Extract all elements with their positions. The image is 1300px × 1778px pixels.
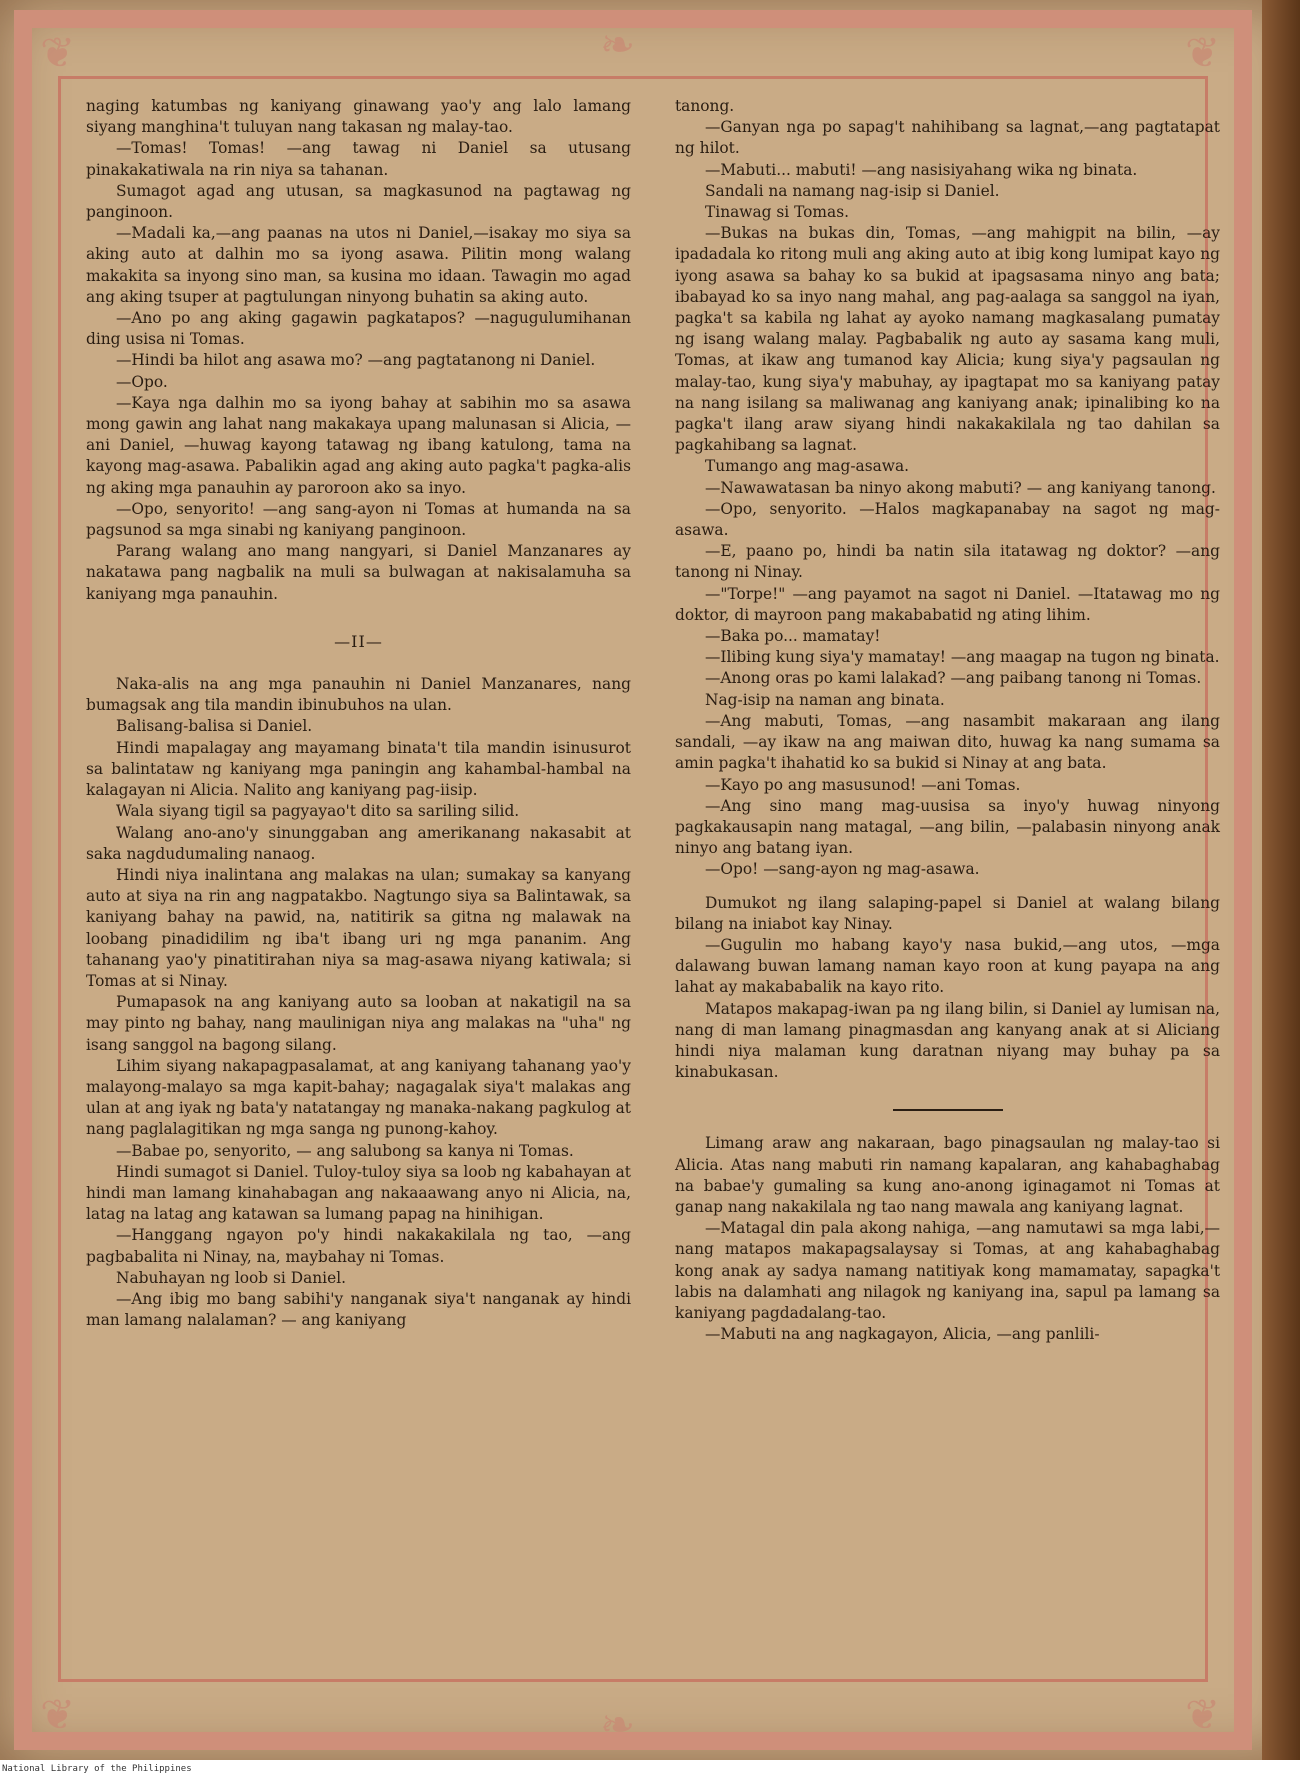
- paragraph: Limang araw ang nakaraan, bago pinagsaulan ng malay-tao si Alicia. Atas nang mabuti rin namang kapalaran, ang kahabaghabag na babae'y gumaling sa kung ano-anong iginagamot ni Tomas at ganap nang nakakilala ng tao nang mawala ang kaniyang lagnat.: [675, 1134, 1220, 1216]
- paragraph: —Gugulin mo habang kayo'y nasa bukid,—ang utos, —mga dalawang buwan lamang naman kayo roon at kung payapa na ang lahat ay makababalik na kayo rito.: [675, 935, 1220, 997]
- paragraph: Matapos makapag-iwan pa ng ilang bilin, si Daniel ay lumisan na, nang di man lamang pinagmasdan ang kanyang anak at si Aliciang hindi niya malaman kung daratnan niyang may buhay pa sa kinabukasan.: [675, 999, 1220, 1082]
- paragraph: Tumango ang mag-asawa.: [705, 457, 910, 476]
- paragraph: —Opo, senyorito! —ang sang-ayon ni Tomas at humanda na sa pagsunod sa mga sinabi ng kaniyang panginoon.: [86, 499, 631, 540]
- paragraph: —Baka po... mamatay!: [705, 627, 881, 646]
- paragraph: —Mabuti na ang nagkagayon, Alicia, —ang panlili-: [705, 1325, 1100, 1344]
- paragraph: —Matagal din pala akong nahiga, —ang namutawi sa mga labi,—nang matapos makapagsalaysay si Tomas, at ang kahabaghabag kong anak ay sadya namang natitiyak kong mamamatay, sapagka't labis na dalamhati ang nilagok ng kaniyang ina, sapul pa lamang sa kaniyang pagdadalang-tao.: [675, 1219, 1220, 1322]
- paragraph: Parang walang ano mang nangyari, si Daniel Manzanares ay nakatawa pang nagbalik na muli sa bulwagan at nakisalamuha sa kaniyang mga panauhin.: [86, 542, 631, 603]
- corner-ornament-icon: ❦: [40, 1690, 76, 1739]
- bottom-ornament-icon: ❧: [600, 1700, 636, 1749]
- paragraph: Sumagot agad ang utusan, sa magkasunod na pagtawag ng panginoon.: [86, 181, 631, 222]
- right-column-text-bottom: [675, 1133, 1220, 1345]
- paragraph: —Kaya nga dalhin mo sa iyong bahay at sabihin mo sa asawa mong gawin ang lahat nang makakaya upang malunasan si Alicia, —ani Daniel, —huwag kayong tatawag ng ibang katulong, tama na kayong mag-asawa. Pabalikin agad ang aking auto pagka't pagka-alis ng aking mga panauhin ay paroroon ako sa inyo.: [86, 393, 631, 497]
- paragraph: —Ang mabuti, Tomas, —ang nasambit makaraan ang ilang sandali, —ay ikaw na ang maiwan dito, huwag ka nang sumama sa amin pagka't ihahatid ko sa bukid si Ninay at ang bata.: [675, 711, 1220, 773]
- paragraph: —Ang ibig mo bang sabihi'y nanganak siya't nanganak ay hindi man lamang nalalaman? — ang kaniyang: [86, 1289, 631, 1330]
- paragraph: Pumapasok na ang kaniyang auto sa looban at nakatigil na sa may pinto ng bahay, nang maulinigan niya ang malakas na "uha" ng isang sanggol na bagong silang.: [86, 993, 631, 1054]
- paragraph: —Hanggang ngayon po'y hindi nakakakilala ng tao, —ang pagbabalita ni Ninay, na, maybahay ni Tomas.: [86, 1226, 631, 1266]
- paragraph: —Ganyan nga po sapag't nahihibang sa lagnat,—ang pagtatapat ng hilot.: [675, 118, 1220, 158]
- paragraph: —"Torpe!" —ang payamot na sagot ni Daniel. —Itatawag mo ng doktor, di mayroon pang makababatid ng ating lihim.: [675, 584, 1220, 624]
- paragraph: —Hindi ba hilot ang asawa mo? —ang pagtatanong ni Daniel.: [116, 351, 596, 370]
- paragraph: —Kayo po ang masusunod! —ani Tomas.: [705, 775, 1021, 794]
- corner-ornament-icon: ❦: [1185, 1690, 1221, 1739]
- paragraph: —Tomas! Tomas! —ang tawag ni Daniel sa utusang pinakakatiwala na rin niya sa tahanan.: [86, 139, 631, 179]
- paragraph: Balisang-balisa si Daniel.: [116, 717, 313, 736]
- paragraph: Lihim siyang nakapagpasalamat, at ang kaniyang tahanang yao'y malayong-malayo sa mga kapit-bahay; nagagalak siya't malakas ang ulan at ang iyak ng bata'y natatangay ng manaka-nakang pagkulog at nang paglalagitikan ng mga sanga ng punong-kahoy.: [86, 1056, 631, 1139]
- paragraph: naging katumbas ng kaniyang ginawang yao'y ang lalo lamang siyang manghina't tuluyan nang takasan ng malay-tao.: [86, 97, 631, 137]
- right-column: [675, 96, 1220, 1345]
- paragraph: Hindi sumagot si Daniel. Tuloy-tuloy siya sa loob ng kabahayan at hindi man lamang kinahabagan ang nakaaawang anyo ni Alicia, na, latag na latag ang katawan sa lumang papag na hinihigan.: [86, 1162, 631, 1224]
- paragraph: —Opo! —sang-ayon ng mag-asawa.: [705, 860, 980, 879]
- paragraph: —Babae po, senyorito, — ang salubong sa kanya ni Tomas.: [116, 1141, 574, 1160]
- paragraph: —Opo.: [116, 372, 168, 391]
- paragraph: —Ilibing kung siya'y mamatay! —ang maagap na tugon ng binata.: [705, 648, 1220, 667]
- paragraph: —Madali ka,—ang paanas na utos ni Daniel,—isakay mo siya sa aking auto at dalhin mo sa iyong asawa. Pilitin mong walang makakita sa inyong sino man, sa kusina mo idaan. Tawagin mo agad ang aking tsuper at pagtulungan ninyong buhatin sa aking auto.: [86, 224, 631, 306]
- corner-ornament-icon: ❦: [1185, 28, 1221, 77]
- paragraph: —Opo, senyorito. —Halos magkapanabay na sagot ng mag-asawa.: [675, 499, 1220, 540]
- paragraph: tanong.: [675, 97, 735, 115]
- left-column-text-top: [86, 96, 631, 605]
- paragraph: —Nawawatasan ba ninyo akong mabuti? — ang kaniyang tanong.: [705, 478, 1216, 497]
- paragraph: —Bukas na bukas din, Tomas, —ang mahigpit na bilin, —ay ipadadala ko ritong muli ang aking auto at ibig kong lumipat kayo ng iyong asawa sa bahay ko sa bukid at ipagsasama ninyo ang bata; ibabayad ko sa inyo nang mahal, ang pag-aalaga sa sanggol na iyan, pagka't sa kabila ng lahat ay ayoko namang magkasalang pumatay ng isang walang malay. Pagbabalik ng auto ay sasama kang muli, Tomas, at ikaw ang tumanod kay Alicia; kung siya'y pagsaulan ng malay-tao, kung siya'y mabuhay, ay ipagtapat mo sa kaniyang patay na nang isilang sa maliwanag ang kaniyang anak; ipinalibing ko na pagka't ilang araw siyang hindi nakakakilala ng tao dahilan sa pagkahibang sa lagnat.: [675, 224, 1220, 455]
- right-column-text-top: [675, 96, 1220, 1083]
- left-column: [86, 96, 631, 1331]
- left-column-text-bottom: [86, 674, 631, 1331]
- paragraph: —E, paano po, hindi ba natin sila itatawag ng doktor? —ang tanong ni Ninay.: [675, 542, 1220, 582]
- paragraph: Nag-isip na naman ang binata.: [705, 690, 945, 709]
- paragraph: Hindi niya inalintana ang malakas na ulan; sumakay sa kanyang auto at siya na rin ang nagpatakbo. Nagtungo siya sa Balintawak, sa kaniyang bahay na pawid, na, natitirik sa gitna ng malawak na loobang pinadidilim ng iba't ibang uri ng mga pananim. Ang tahanang yao'y pinatitirahan niya sa mag-asawa niyang katiwala; si Tomas at si Ninay.: [86, 865, 631, 990]
- paragraph: Naka-alis na ang mga panauhin ni Daniel Manzanares, nang bumagsak ang tila mandin ibinubuhos na ulan.: [86, 675, 631, 715]
- paragraph: —Ano po ang aking gagawin pagkatapos? —nagugulumihanan ding usisa ni Tomas.: [86, 309, 631, 349]
- paragraph: Walang ano-ano'y sinunggaban ang amerikanang nakasabit at saka nagdudumaling nanaog.: [86, 823, 631, 863]
- paragraph: —Anong oras po kami lalakad? —ang paibang tanong ni Tomas.: [705, 669, 1202, 688]
- paragraph: Hindi mapalagay ang mayamang binata't tila mandin isinusurot sa balintataw ng kaniyang mga paningin ang kahambal-hambal na kalagayan ni Alicia. Nalito ang kaniyang pag-iisip.: [86, 738, 631, 800]
- paragraph: Dumukot ng ilang salaping-papel si Daniel at walang bilang bilang na iniabot kay Ninay.: [675, 893, 1220, 933]
- footer-credit: National Library of the Philippines: [0, 1760, 1300, 1778]
- paragraph: —Ang sino mang mag-uusisa sa inyo'y huwag ninyong pagkakausapin nang matagal, —ang bilin, —palabasin ninyong anak ninyo ang batang iyan.: [675, 796, 1220, 858]
- section-divider: [893, 1109, 1003, 1111]
- paragraph: Tinawag si Tomas.: [705, 203, 849, 222]
- paragraph: Nabuhayan ng loob si Daniel.: [116, 1268, 347, 1287]
- paragraph: —Mabuti... mabuti! —ang nasisiyahang wika ng binata.: [705, 160, 1138, 179]
- corner-ornament-icon: ❦: [40, 28, 76, 77]
- section-heading: —II—: [334, 631, 383, 651]
- paragraph: Sandali na namang nag-isip si Daniel.: [705, 181, 1000, 200]
- top-ornament-icon: ❧: [600, 20, 636, 69]
- paragraph: Wala siyang tigil sa pagyayao't dito sa sariling silid.: [116, 802, 520, 821]
- page-edge: [1262, 0, 1300, 1760]
